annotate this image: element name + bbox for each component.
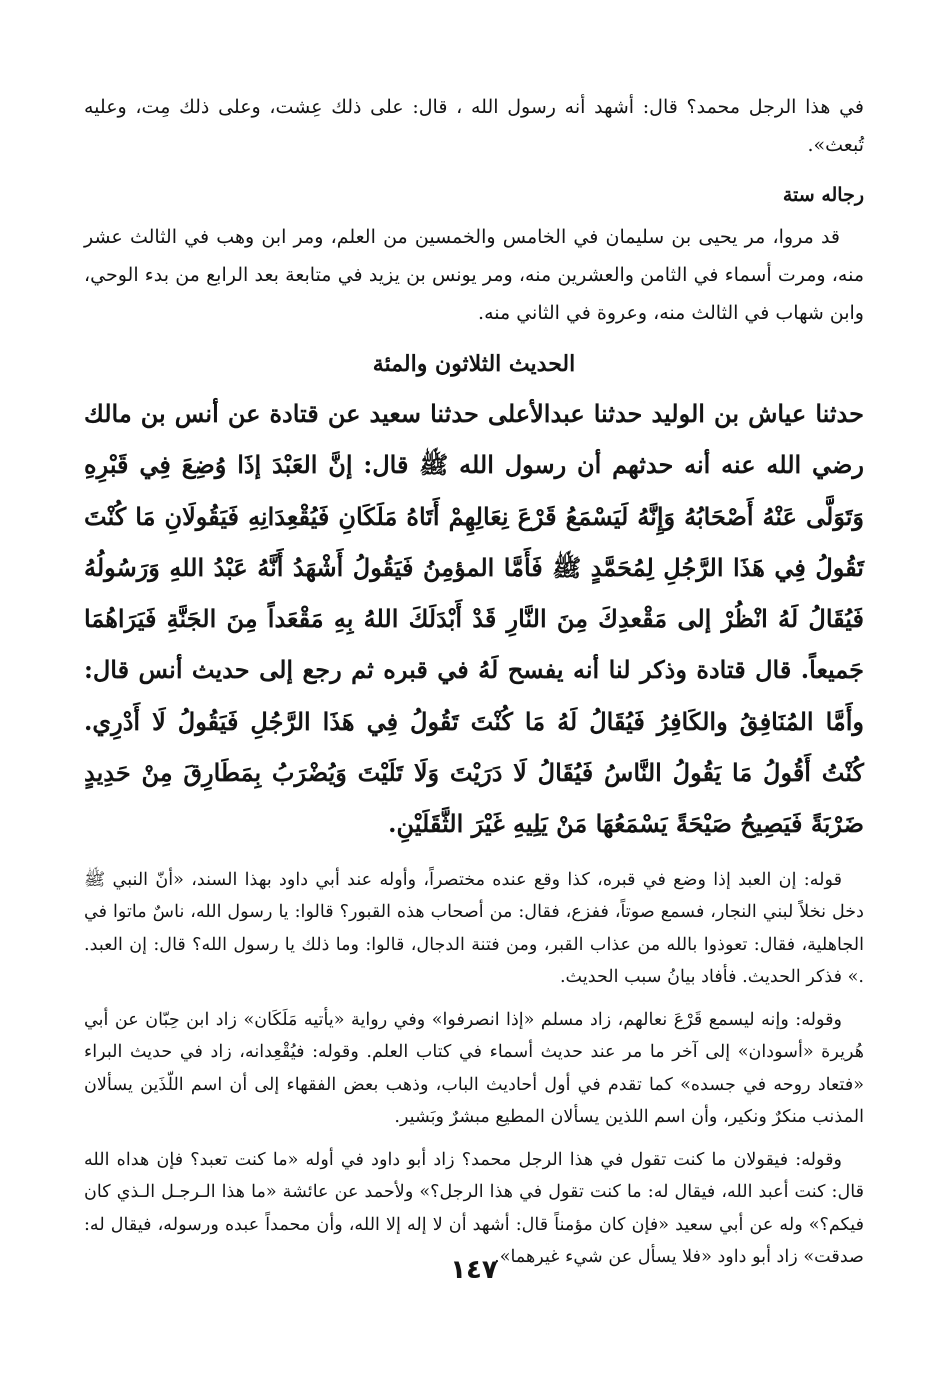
hadith-title: الحديث الثلاثون والمئة [372,351,576,377]
narrators-paragraph: قد مروا، مر يحيى بن سليمان في الخامس والخمسين من العلم، ومر ابن وهب في الثالث عشر منه، ومرت أسماء في الثامن والعشرين منه، ومر يونس بن يزيد في متابعة بعد الرابع من بدء الوحي، وابن شهاب في الثالث منه، وعروة في الثاني منه. [84,226,864,324]
continuation-paragraph: في هذا الرجل محمد؟ قال: أشهد أنه رسول الله ، قال: على ذلك عِشت، وعلى ذلك مِت، وعليه تُبعث». [84,96,864,156]
commentary-paragraph: وقوله: فيقولان ما كنت تقول في هذا الرجل محمد؟ زاد أبو داود في أوله «ما كنت تعبد؟ فإن هداه الله قال: كنت أعبد الله، فيقال له: ما كنت تقول في هذا الرجل؟» ولأحمد عن عائشة «ما هذا الـرجـل الـذي كان فيكم؟» وله عن أبي سعيد «فإن كان مؤمناً قال: أشهد أن لا إله إلا الله، وأن محمداً عبده ورسوله، فيقال له: صدقت» زاد أبو داود «فلا يسأل عن شيء غيرهما». [84,1149,864,1268]
page-number: ١٤٧ [450,1255,498,1285]
commentary-paragraph: وقوله: وإنه ليسمع قَرْعَ نعالهم، زاد مسلم «إذا انصرفوا» وفي رواية «يأتيه مَلَكَان» زاد ابن حِبّان عن أبي هُريرة «أسودان» إلى آخر ما مر عند حديث أسماء في كتاب العلم. وقوله: فيُقْعِدانه، زاد في حديث البراء «فتعاد روحه في جسده» كما تقدم في أول أحاديث الباب، وذهب بعض الفقهاء إلى أن اسم اللّذَين يسألان المذنب منكرٌ ونكير، وأن اسم اللذين يسألان المطيع مبشرٌ وبَشير. [84,1009,864,1128]
hadith-text: حدثنا عياش بن الوليد حدثنا عبدالأعلى حدثنا سعيد عن قتادة عن أنس بن مالك رضي الله عنه أنه حدثهم أن رسول الله ﷺ قال: إنَّ العَبْدَ إذَا وُضِعَ فِي قَبْرِهِ وَتَوَلَّى عَنْهُ أَصْحَابُهُ وَإِنَّهُ لَيَسْمَعُ قَرْعَ نِعَالِهِمْ أَتَاهُ مَلَكَانِ فَيُقْعِدَانِهِ فَيَقُولَانِ مَا كُنْتَ تَقُولُ فِي هَذَا الرَّجُلِ لِمُحَمَّدٍ ﷺ فَأَمَّا المؤمِنُ فَيَقُولُ أَشْهَدُ أَنَّهُ عَبْدُ اللهِ وَرَسُولُهُ فَيُقَالُ لَهُ انْظُرْ إلى مَقْعدِكَ مِنَ النَّارِ قَدْ أَبْدَلَكَ اللهُ بِهِ مَقْعَداً مِنَ الجَنَّةِ فَيَرَاهُمَا جَميعاً. قال قتادة وذكر لنا أنه يفسح لَهُ في قبره ثم رجع إلى حديث أنس قال: وأَمَّا المُنَافِقُ والكَافِرُ فَيُقَالُ لَهُ مَا كُنْتَ تَقُولُ فِي هَذَا الرَّجُلِ فَيَقُولُ لَا أَدْرِي. كُنْتُ أَقُولُ مَا يَقُولُ النَّاسُ فَيُقَالُ لَا دَرَيْتَ وَلَا تَلَيْتَ وَيُضْرَبُ بِمَطَارِقَ مِنْ حَدِيدٍ ضَرْبَةً فَيَصِيحُ صَيْحَةً يَسْمَعُهَا مَنْ يَلِيهِ غَيْرَ الثَّقَلَيْنِ. [84,399,864,839]
commentary-paragraph: قوله: إن العبد إذا وضع في قبره، كذا وقع عنده مختصراً، وأوله عند أبي داود بهذا السند، «أنّ النبي ﷺ دخل نخلاً لبني النجار، فسمع صوتاً، ففزع، فقال: من أصحاب هذه القبور؟ قالوا: يا رسول الله، ناسٌ ماتوا في الجاهلية، فقال: تعوذوا بالله من عذاب القبر، ومن فتنة الدجال، قالوا: وما ذلك يا رسول الله؟ قال: إن العبد. .» فذكر الحديث. فأفاد بيانُ سبب الحديث. [84,869,864,988]
narrators-heading: رجاله ستة [782,184,864,206]
